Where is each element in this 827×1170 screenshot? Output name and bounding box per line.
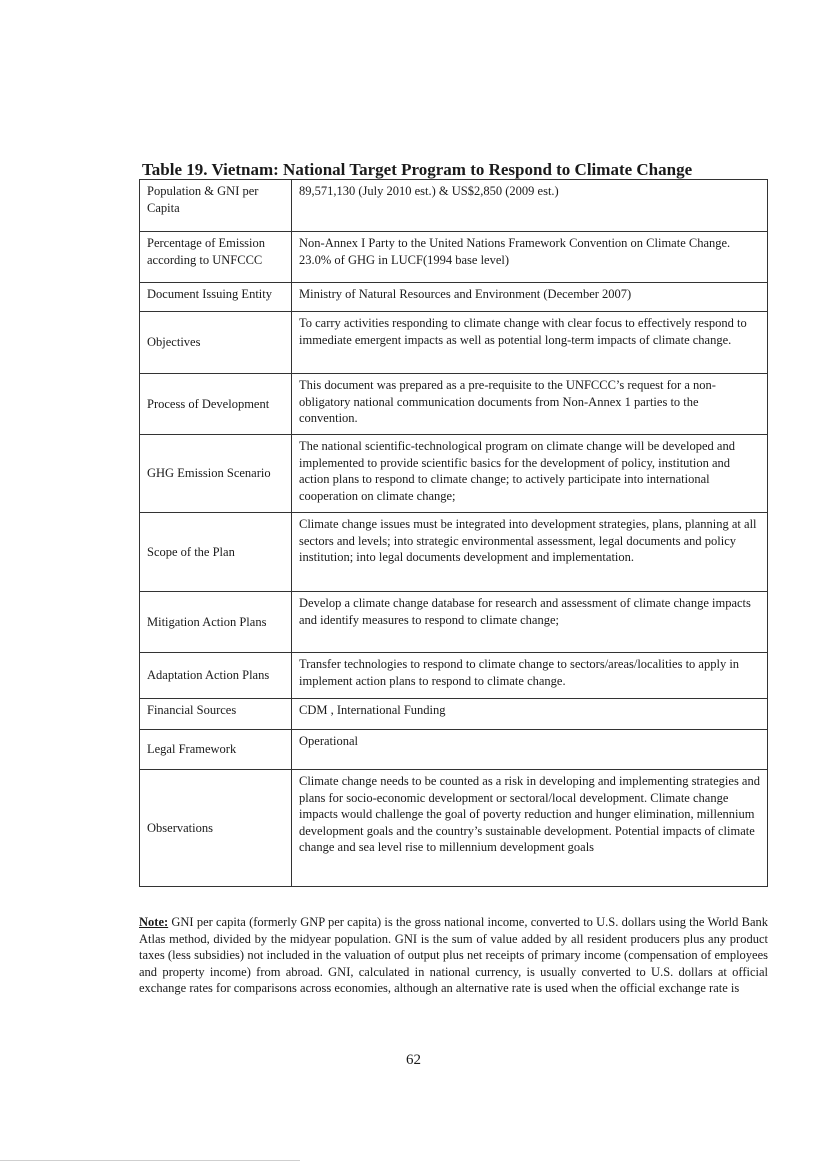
row-label: GHG Emission Scenario xyxy=(140,435,292,513)
table-row xyxy=(140,435,768,513)
row-value: To carry activities responding to climate change with clear focus to effectively respond to immediate emergent impacts as well as potential long-term impacts of climate change. xyxy=(292,312,768,374)
bottom-divider xyxy=(0,1160,300,1161)
table-title: Table 19. Vietnam: National Target Program to Respond to Climate Change xyxy=(142,160,693,179)
row-value: Develop a climate change database for research and assessment of climate change impacts and identify measures to respond to climate change; xyxy=(292,592,768,653)
row-label: Objectives xyxy=(140,312,292,374)
row-label: Legal Framework xyxy=(140,730,292,770)
table-row xyxy=(140,770,768,887)
row-label: Population & GNI per Capita xyxy=(140,180,292,232)
row-label: Process of Development xyxy=(140,374,292,435)
note-label: Note: xyxy=(139,915,169,929)
row-value: This document was prepared as a pre-requisite to the UNFCCC’s request for a non-obligatory national communication documents from Non-Annex 1 parties to the convention. xyxy=(292,374,768,435)
row-label: Observations xyxy=(140,770,292,887)
table-row xyxy=(140,699,768,730)
table-row xyxy=(140,312,768,374)
footnote xyxy=(139,914,768,997)
row-value: Non-Annex I Party to the United Nations Framework Convention on Climate Change. 23.0% of GHG in LUCF(1994 base level) xyxy=(292,232,768,283)
table-row xyxy=(140,653,768,699)
row-value: Climate change needs to be counted as a risk in developing and implementing strategies and plans for socio-economic development or sectoral/local development. Climate change impacts would challenge the goal of poverty reduction and hunger elimination, millennium development goals and the country’s sustainable development. Potential impacts of climate change and sea level rise to millennium development goals xyxy=(292,770,768,887)
table-row xyxy=(140,513,768,592)
note-text: GNI per capita (formerly GNP per capita) is the gross national income, converted to U.S. dollars using the World Bank Atlas method, divided by the midyear population. GNI is the sum of value added by all resident producers plus any product taxes (less subsidies) not included in the valuation of output plus net receipts of primary income (compensation of employees and property income) from abroad. GNI, calculated in national currency, is usually converted to U.S. dollars at official exchange rates for comparisons across economies, although an alternative rate is used when the official exchange rate is xyxy=(139,915,768,996)
row-label: Adaptation Action Plans xyxy=(140,653,292,699)
row-value: CDM , International Funding xyxy=(292,699,768,730)
row-value: Climate change issues must be integrated into development strategies, plans, planning at all sectors and levels; into strategic environmental assessment, legal documents and policy institution; into legal documents development and implementation. xyxy=(292,513,768,592)
table-row xyxy=(140,283,768,312)
row-label: Document Issuing Entity xyxy=(140,283,292,312)
row-label: Percentage of Emission according to UNFCCC xyxy=(140,232,292,283)
table-row xyxy=(140,730,768,770)
row-value: Transfer technologies to respond to climate change to sectors/areas/localities to apply in implement action plans to respond to climate change. xyxy=(292,653,768,699)
climate-program-table xyxy=(139,179,768,887)
table-row xyxy=(140,592,768,653)
table-row xyxy=(140,232,768,283)
row-label: Financial Sources xyxy=(140,699,292,730)
row-value: Ministry of Natural Resources and Environment (December 2007) xyxy=(292,283,768,312)
page-number: 62 xyxy=(406,1052,421,1068)
row-label: Mitigation Action Plans xyxy=(140,592,292,653)
table-row xyxy=(140,180,768,232)
table-row xyxy=(140,374,768,435)
row-value: Operational xyxy=(292,730,768,770)
row-value: The national scientific-technological program on climate change will be developed and implemented to provide scientific basics for the development of policy, institution and action plans to respond to climate change; to actively participate into international cooperation on climate change; xyxy=(292,435,768,513)
row-label: Scope of the Plan xyxy=(140,513,292,592)
row-value: 89,571,130 (July 2010 est.) & US$2,850 (2009 est.) xyxy=(292,180,768,232)
